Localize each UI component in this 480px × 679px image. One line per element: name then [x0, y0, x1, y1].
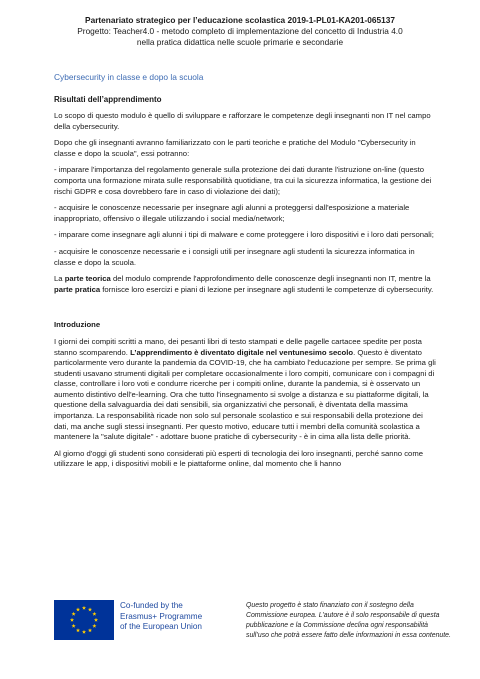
document-body	[54, 94, 436, 476]
document-header	[0, 15, 480, 48]
results-p3-text-c: del modulo comprende l'approfondimento delle conoscenze degli insegnanti non IT, mentre la	[110, 274, 431, 284]
results-bullet-3: - imparare come insegnare agli alunni i tipi di malware e come proteggere i loro dispositivi e i loro dati personali;	[54, 230, 434, 240]
eu-union-line: of the European Union	[120, 622, 202, 632]
header-project-line: Progetto: Teacher4.0 - metodo completo di implementazione del concetto di Industria 4.0	[77, 26, 403, 36]
eu-programme-line: Erasmus+ Programme	[120, 611, 203, 621]
results-paragraph-3	[54, 274, 436, 295]
results-p3-text-a: La	[54, 274, 65, 284]
eu-cofunded-line: Co-funded by the	[120, 601, 183, 610]
document-footer	[54, 596, 451, 646]
eu-disclaimer-text: Questo progetto è stato finanziato con il sostegno della Commissione europea. L’autore è il solo responsabile di questa pubblicazione e la Commissione declina ogni responsabilità sull’uso che potrà essere fatto delle informazioni in essa contenute.	[246, 602, 451, 639]
intro-paragraph-2: Al giorno d'oggi gli studenti sono considerati più esperti di tecnologia dei loro insegnanti, perché sanno come utilizzare le app, i dispositivi mobili e le piattaforme online, dal momento che li hanno	[54, 448, 423, 469]
intro-heading: Introduzione	[54, 320, 101, 330]
results-paragraph-1: Lo scopo di questo modulo è quello di sviluppare e rafforzare le competenze degli insegnanti non IT nel campo della cybersecurity.	[54, 111, 431, 131]
intro-heading-wrapper	[54, 320, 436, 331]
eu-cofunding-label	[120, 601, 242, 633]
results-bullet-1: - imparare l'importanza del regolamento generale sulla protezione dei dati durante l'istruzione on-line (questo comporta una formazione mirata sulle responsabilità quotidiane, tra cui la sicurezza informatica, la gestione dei rischi GDPR e cosa dovrebbero fare in caso di violazione dei dati);	[54, 165, 432, 196]
digital-learning-emphasis: L’apprendimento è diventato digitale nel ventunesimo secolo	[130, 347, 354, 357]
intro-paragraph-1	[54, 337, 436, 443]
header-project-line-continued: nella pratica didattica nelle scuole primarie e secondarie	[136, 37, 344, 47]
results-p3-text-e: fornisce loro esercizi e piani di lezione per insegnare agli studenti le competenze di cybersecurity.	[100, 284, 434, 294]
eu-flag-icon	[54, 600, 114, 640]
intro-p1-text-a: I giorni dei compiti scritti a mano, dei pesanti libri di testo stampati e delle pagelle cartacee spedite per posta stanno scomparendo.	[54, 336, 422, 357]
results-paragraph-2: Dopo che gli insegnanti avranno familiarizzato con le parti teoriche e pratiche del Modulo "Cybersecurity in classe e dopo la scuola", essi potranno:	[54, 138, 416, 158]
module-title: Cybersecurity in classe e dopo la scuola	[54, 72, 204, 82]
practice-part-emphasis: parte pratica	[54, 284, 101, 294]
header-partnership-line: Partenariato strategico per l’educazione scolastica 2019-1-PL01-KA201-065137	[85, 15, 395, 25]
theory-part-emphasis: parte teorica	[64, 274, 111, 284]
results-bullet-2: - acquisire le conoscenze necessarie per insegnare agli alunni a proteggersi dall'esposizione a materiale inappropriato, offensivo o illegale utilizzando i social media/network;	[54, 203, 410, 223]
results-heading: Risultati dell’apprendimento	[54, 95, 162, 104]
intro-p1-text-c: . Questo è diventato particolarmente vero durante la pandemia da COVID-19, che ha cambiato l'educazione per sempre. Se prima gli studenti usavano strumenti digitali per completare occasionalmente i loro compiti, comunicare con i compagni di classe, controllare i loro voti e condurre ricerche per i compiti online, durante la pandemia, si è osservato un aumento distintivo dell'e-learning. Ora che tutto l'insegnamento si svolge a distanza e su piattaforme digitali, la questione della salvaguardia dei dati sensibili, sia organizzativi che personali, è diventata della massima importanza. La responsabilità ricade non solo sul personale scolastico e sui responsabili della protezione dei dati, ma anche sugli stessi insegnanti. Per questo motivo, educare tutti i membri della comunità scolastica a mantenere la "salute digitale" - adottare buone pratiche di cybersecurity - è in cima alla lista delle priorità.	[54, 347, 436, 442]
results-bullet-4: - acquisire le conoscenze necessarie e i consigli utili per insegnare agli studenti la sicurezza informatica in classe e dopo la scuola.	[54, 246, 415, 267]
